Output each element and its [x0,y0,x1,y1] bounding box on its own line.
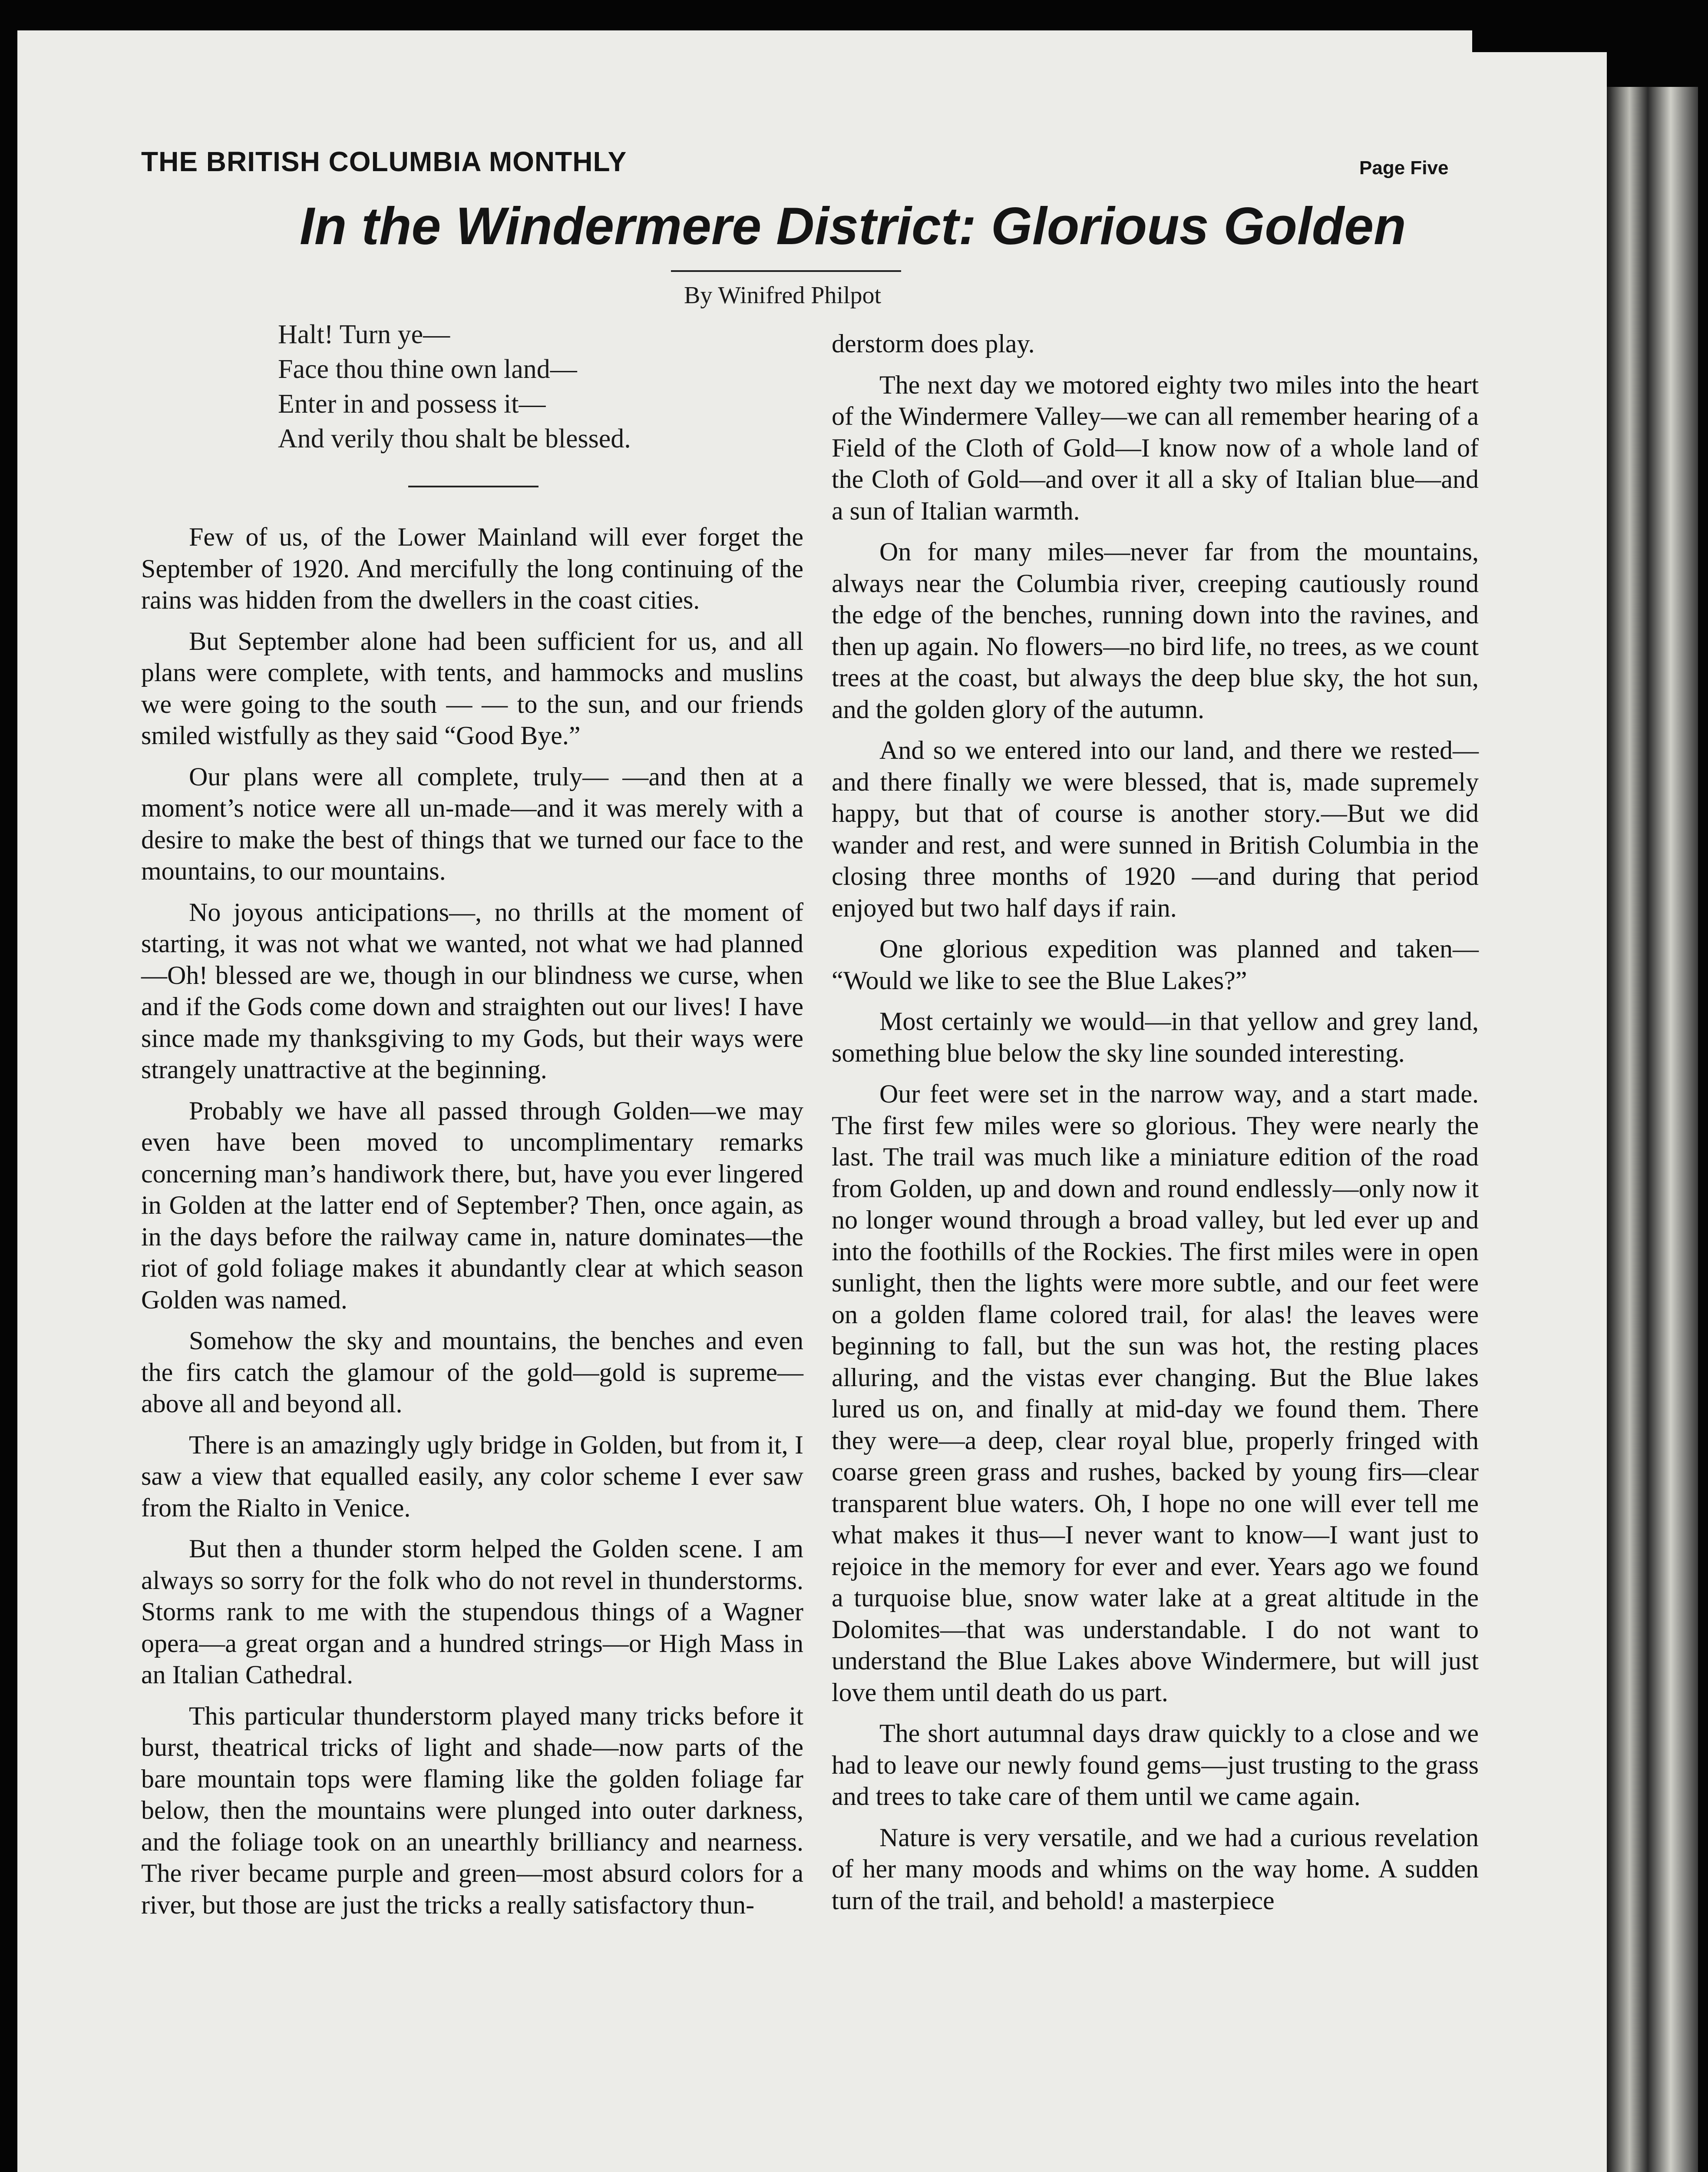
paragraph: Probably we have all passed through Golden—we may even have been moved to uncomplimentary remarks concerning man’s handiwork there, but, have you ever lingered in Golden at the latter end of September? Then, once again, as in the days before the railway came in, nature dominates—the riot of gold foliage makes it abundantly clear at which season Golden was named. [141,1096,803,1314]
left-column [141,521,803,1930]
title-underline [671,270,901,272]
paragraph: This particular thunderstorm played many tricks before it burst, theatrical tricks of light and shade—now parts of the bare mountain tops were flaming like the golden foliage far below, then the mountains were plunged into outer darkness, and the foliage took on an unearthly brilliancy and nearness. The river became purple and green—most absurd colors for a river, but those are just the tricks a really satisfactory thun- [141,1701,803,1919]
paragraph: The next day we motored eighty two miles into the heart of the Windermere Valley—we can all remember hearing of a Field of the Cloth of Gold—I know now of a whole land of the Cloth of Gold—and over it all a sky of Italian blue—and a sun of Italian warmth. [832,370,1479,525]
publication-name: THE BRITISH COLUMBIA MONTHLY [141,146,627,177]
poem-line: And verily thou shalt be blessed. [278,424,631,454]
paragraph: No joyous anticipations—, no thrills at the moment of starting, it was not what we wanted, not what we had planned—Oh! blessed are we, though in our blindness we curse, when and if the Gods come down and straighten out our lives! I have since made my thanksgiving to my Gods, but their ways were strangely unattractive at the beginning. [141,897,803,1084]
paragraph: Few of us, of the Lower Mainland will ever forget the September of 1920. And mercifully the long continuing of the rains was hidden from the dwellers in the coast cities. [141,523,803,614]
paragraph: On for many miles—never far from the mountains, always near the Columbia river, creeping cautiously round the edge of the benches, running down into the ravines, and then up again. No flowers—no bird life, no trees, as we count trees at the coast, but always the deep blue sky, the hot sun, and the golden glory of the autumn. [832,537,1479,724]
paragraph-continued: derstorm does play. [832,329,1035,358]
byline: By Winifred Philpot [684,282,882,309]
article-title: In the Windermere District: Glorious Golden [300,196,1406,255]
right-column [832,328,1479,1926]
page-number: Page Five [1359,157,1449,179]
paragraph: There is an amazingly ugly bridge in Golden, but from it, I saw a view that equalled easily, any color scheme I ever saw from the Rialto in Venice. [141,1430,803,1522]
paragraph: But then a thunder storm helped the Golden scene. I am always so sorry for the folk who do not revel in thunderstorms. Storms rank to me with the stupendous things of a Wagner opera—a great organ and a hundred strings—or High Mass in an Italian Cathedral. [141,1534,803,1689]
poem-line: Face thou thine own land— [278,354,577,384]
paragraph: And so we entered into our land, and there we rested—and there finally we were blessed, that is, made supremely happy, but that of course is another story.—But we did wander and rest, and were sunned in British Columbia in the closing three months of 1920 —and during that period enjoyed but two half days if rain. [832,736,1479,922]
paragraph: Nature is very versatile, and we had a curious revelation of her many moods and whims on the way home. A sudden turn of the trail, and behold! a masterpiece [832,1823,1479,1915]
section-divider [408,486,538,487]
paragraph: Our feet were set in the narrow way, and a start made. The first few miles were so glorious. They were nearly the last. The trail was much like a miniature edition of the road from Golden, up and down and round endlessly—only now it no longer wound through a broad valley, but led ever up and into the foothills of the Rockies. The first miles were in open sunlight, then the lights were more subtle, and our feet were on a golden flame colored trail, for alas! the leaves were beginning to fall, but the sun was hot, the resting places alluring, and the vistas ever changing. But the Blue lakes lured us on, and finally at mid-day we found them. There they were—a deep, clear royal blue, properly fringed with coarse green grass and rushes, backed by young firs—clear transparent blue waters. Oh, I hope no one will ever tell me what makes it thus—I never want to know—I want just to rejoice in the memory for ever and ever. Years ago we found a turquoise blue, snow water lake at a great altitude in the Dolomites—that was understandable. I do not want to understand the Blue Lakes above Windermere, but will just love them until death do us part. [832,1079,1479,1707]
paragraph: Most certainly we would—in that yellow and grey land, something blue below the sky line sounded interesting. [832,1007,1479,1067]
paragraph: The short autumnal days draw quickly to a close and we had to leave our newly found gems—just trusting to the grass and trees to take care of them until we came again. [832,1719,1479,1811]
epigraph-poem [278,317,631,456]
poem-line: Halt! Turn ye— [278,320,450,349]
paragraph: Somehow the sky and mountains, the benches and even the firs catch the glamour of the gold—gold is supreme—above all and beyond all. [141,1326,803,1418]
paragraph: But September alone had been sufficient for us, and all plans were complete, with tents, and hammocks and muslins we were going to the south — — to the sun, and our friends smiled wistfully as they said “Good Bye.” [141,626,803,750]
paragraph: Our plans were all complete, truly— —and then at a moment’s notice were all un-made—and it was merely with a desire to make the best of things that we turned our face to the mountains, to our mountains. [141,762,803,885]
paragraph: One glorious expedition was planned and taken— “Would we like to see the Blue Lakes?” [832,934,1479,995]
poem-line: Enter in and possess it— [278,389,546,419]
page-stack-edge [1607,87,1698,2172]
